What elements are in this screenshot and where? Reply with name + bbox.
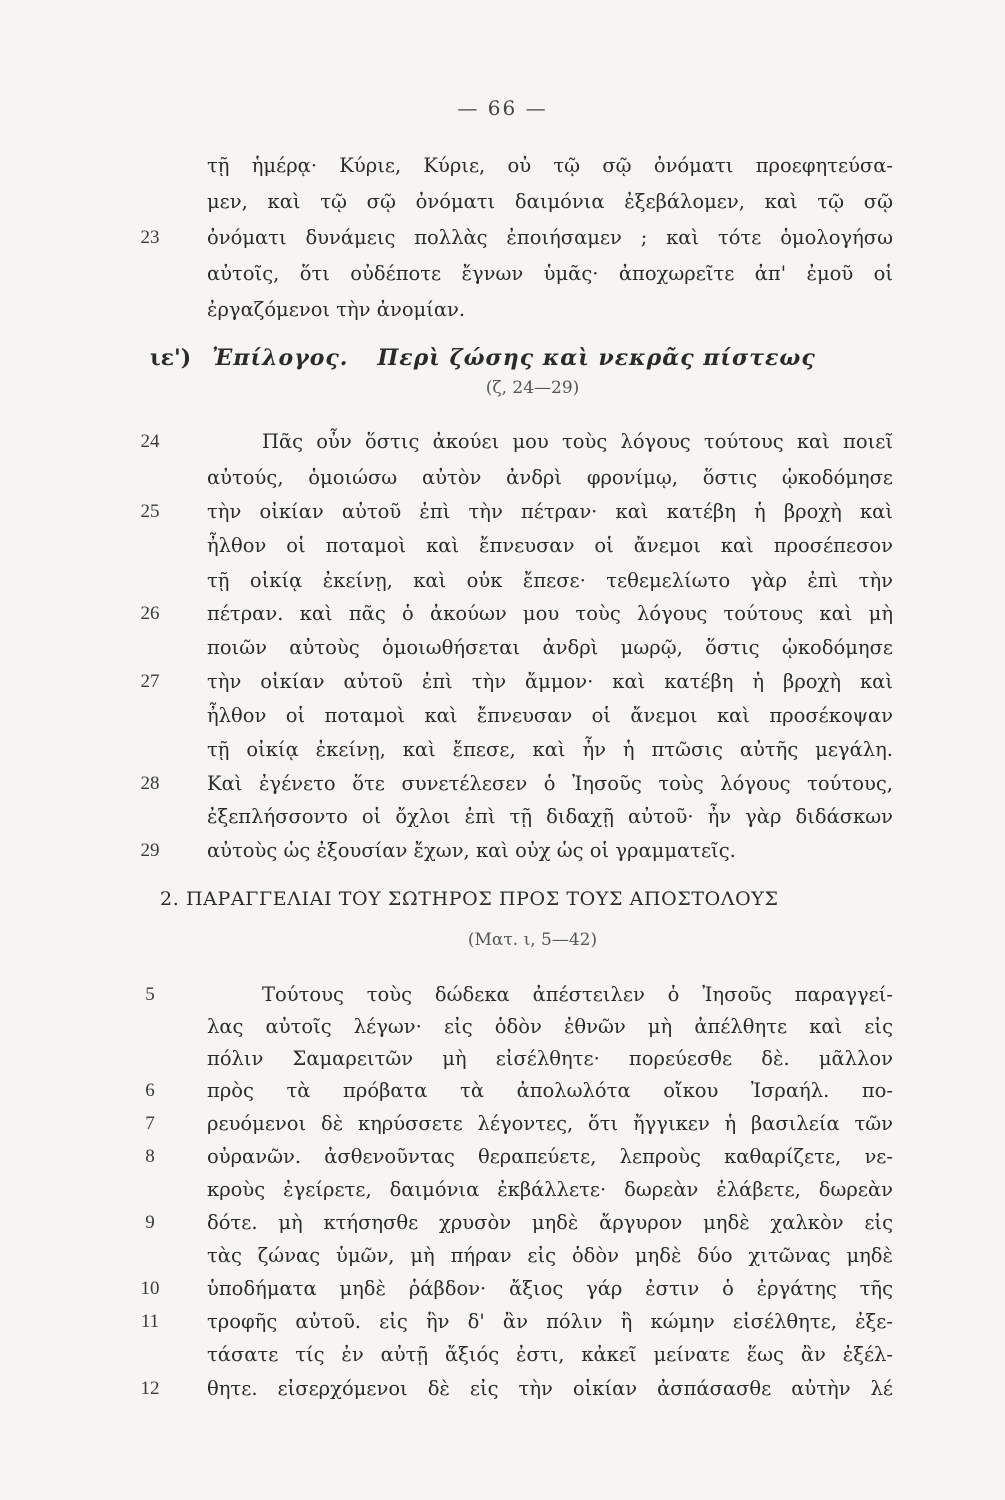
verse-number: 29 — [140, 840, 160, 861]
verse-number: 26 — [140, 603, 160, 624]
text-line — [0, 294, 1005, 326]
text-line — [0, 496, 1005, 528]
line-text: ἐξεπλήσσοντο οἱ ὄχλοι ἐπὶ τῇ διδαχῇ αὐτοῦ· ἦν γὰρ διδάσκων — [207, 805, 893, 828]
section-title-2: 2. ΠΑΡΑΓΓΕΛΙΑΙ ΤΟΥ ΣΩΤΗΡΟΣ ΠΡΟΣ ΤΟΥΣ ΑΠΟΣΤΟΛΟΥΣ — [160, 888, 779, 910]
line-text: τάσατε τίς ἐν αὐτῇ ἄξιός ἐστι, κἀκεῖ μείνατε ἕως ἂν ἐξέλ- — [207, 1343, 893, 1366]
section-heading — [150, 340, 910, 376]
line-text: οὐρανῶν. ἀσθενοῦντας θεραπεύετε, λεπροὺς καθαρίζετε, νε- — [207, 1145, 893, 1168]
text-line — [0, 1011, 1005, 1043]
text-line — [0, 700, 1005, 732]
line-text: μεν, καὶ τῷ σῷ ὀνόματι δαιμόνια ἐξεβάλομεν, καὶ τῷ σῷ — [207, 190, 893, 213]
line-text: κροὺς ἐγείρετε, δαιμόνια ἐκβάλλετε· δωρεὰν ἐλάβετε, δωρεὰν — [207, 1178, 893, 1201]
line-text: αὐτοῖς, ὅτι οὐδέποτε ἔγνων ὑμᾶς· ἀποχωρεῖτε ἀπ' ἐμοῦ οἱ — [207, 262, 893, 285]
verse-number: 11 — [140, 1311, 160, 1332]
section-subtitle: Περὶ ζώσης καὶ νεκρᾶς πίστεως — [377, 345, 816, 371]
verse-number: 28 — [140, 773, 160, 794]
line-text: θητε. εἰσερχόμενοι δὲ εἰς τὴν οἰκίαν ἀσπάσασθε αὐτὴν λέ — [207, 1377, 893, 1400]
text-line — [0, 565, 1005, 597]
verse-number: 7 — [145, 1113, 155, 1134]
line-text: αὐτοὺς ὡς ἐξουσίαν ἔχων, καὶ οὐχ ὡς οἱ γραμματεῖς. — [207, 839, 736, 862]
verse-number: 10 — [140, 1278, 160, 1299]
line-text: πόλιν Σαμαρειτῶν μὴ εἰσέλθητε· πορεύεσθε δὲ. μᾶλλον — [207, 1047, 893, 1070]
section-reference-2: (Ματ. ι, 5—42) — [467, 930, 598, 950]
text-line — [0, 598, 1005, 630]
text-line — [0, 1339, 1005, 1371]
text-line — [0, 835, 1005, 867]
line-text: Καὶ ἐγένετο ὅτε συνετέλεσεν ὁ Ἰησοῦς τοὺς λόγους τούτους, — [207, 772, 893, 795]
text-line — [0, 1207, 1005, 1239]
text-line — [0, 734, 1005, 766]
text-line — [0, 1373, 1005, 1405]
line-text: ἐργαζόμενοι τὴν ἀνομίαν. — [207, 298, 466, 321]
line-text: τὴν οἰκίαν αὐτοῦ ἐπὶ τὴν ἄμμον· καὶ κατέβη ἡ βροχὴ καὶ — [207, 670, 893, 693]
line-text: τροφῆς αὐτοῦ. εἰς ἣν δ' ἂν πόλιν ἢ κώμην εἰσέλθητε, ἐξε- — [207, 1310, 893, 1333]
text-line — [0, 979, 1005, 1011]
line-text: τῇ οἰκίᾳ ἐκείνῃ, καὶ οὐκ ἔπεσε· τεθεμελίωτο γὰρ ἐπὶ τὴν — [207, 569, 893, 592]
text-line — [0, 666, 1005, 698]
line-text: δότε. μὴ κτήσησθε χρυσὸν μηδὲ ἄργυρον μηδὲ χαλκὸν εἰς — [207, 1211, 893, 1234]
line-text: τὰς ζώνας ὑμῶν, μὴ πήραν εἰς ὁδὸν μηδὲ δύο χιτῶνας μηδὲ — [207, 1244, 893, 1267]
verse-number: 24 — [140, 431, 160, 452]
text-line — [0, 1273, 1005, 1305]
verse-number: 8 — [145, 1146, 155, 1167]
line-text: Πᾶς οὖν ὅστις ἀκούει μου τοὺς λόγους τούτους καὶ ποιεῖ — [262, 430, 893, 453]
line-text: λας αὐτοῖς λέγων· εἰς ὁδὸν ἐθνῶν μὴ ἀπέλθητε καὶ εἰς — [207, 1015, 893, 1038]
verse-number: 6 — [145, 1080, 155, 1101]
text-line — [0, 426, 1005, 458]
line-text: τὴν οἰκίαν αὐτοῦ ἐπὶ τὴν πέτραν· καὶ κατέβη ἡ βροχὴ καὶ — [207, 500, 893, 523]
line-text: ὑποδήματα μηδὲ ῥάβδον· ἄξιος γάρ ἐστιν ὁ ἐργάτης τῆς — [207, 1277, 893, 1300]
page-number: — 66 — — [457, 96, 548, 120]
line-text: ἦλθον οἱ ποταμοὶ καὶ ἔπνευσαν οἱ ἄνεμοι καὶ προσέκοψαν — [207, 704, 893, 727]
text-line — [0, 1174, 1005, 1206]
line-text: αὐτούς, ὁμοιώσω αὐτὸν ἀνδρὶ φρονίμῳ, ὅστις ᾠκοδόμησε — [207, 466, 893, 489]
text-line — [0, 530, 1005, 562]
line-text: ρευόμενοι δὲ κηρύσσετε λέγοντες, ὅτι ἤγγικεν ἡ βασιλεία τῶν — [207, 1112, 893, 1135]
section-reference: (ζ, 24—29) — [485, 378, 580, 398]
verse-number: 23 — [140, 227, 160, 248]
line-text: τῇ οἰκίᾳ ἐκείνῃ, καὶ ἔπεσε, καὶ ἦν ἡ πτῶσις αὐτῆς μεγάλη. — [207, 738, 893, 761]
line-text: ἦλθον οἱ ποταμοὶ καὶ ἔπνευσαν οἱ ἄνεμοι καὶ προσέπεσον — [207, 534, 893, 557]
section-label: ιε') — [150, 345, 192, 371]
verse-number: 27 — [140, 671, 160, 692]
text-line — [0, 801, 1005, 833]
text-line — [0, 1306, 1005, 1338]
verse-number: 12 — [140, 1378, 160, 1399]
text-line — [0, 768, 1005, 800]
line-text: ποιῶν αὐτοὺς ὁμοιωθήσεται ἀνδρὶ μωρῷ, ὅστις ᾠκοδόμησε — [207, 636, 893, 659]
line-text: πέτραν. καὶ πᾶς ὁ ἀκούων μου τοὺς λόγους τούτους καὶ μὴ — [207, 602, 893, 625]
verse-number: 25 — [140, 501, 160, 522]
line-text: πρὸς τὰ πρόβατα τὰ ἀπολωλότα οἴκου Ἰσραήλ. πο- — [207, 1079, 893, 1102]
text-line — [0, 1240, 1005, 1272]
text-line — [0, 222, 1005, 254]
verse-number: 5 — [145, 984, 155, 1005]
text-line — [0, 462, 1005, 494]
text-line — [0, 1043, 1005, 1075]
text-line — [0, 150, 1005, 182]
text-line — [0, 1108, 1005, 1140]
line-text: ὀνόματι δυνάμεις πολλὰς ἐποιήσαμεν ; καὶ τότε ὁμολογήσω — [207, 226, 893, 249]
text-line — [0, 632, 1005, 664]
text-line — [0, 1141, 1005, 1173]
line-text: τῇ ἡμέρᾳ· Κύριε, Κύριε, οὐ τῷ σῷ ὀνόματι προεφητεύσα- — [207, 154, 893, 177]
verse-number: 9 — [145, 1212, 155, 1233]
text-line — [0, 1075, 1005, 1107]
line-text: Τούτους τοὺς δώδεκα ἀπέστειλεν ὁ Ἰησοῦς παραγγεί- — [262, 983, 893, 1006]
text-line — [0, 186, 1005, 218]
text-line — [0, 258, 1005, 290]
section-title: Ἐπίλογος. — [212, 345, 349, 371]
